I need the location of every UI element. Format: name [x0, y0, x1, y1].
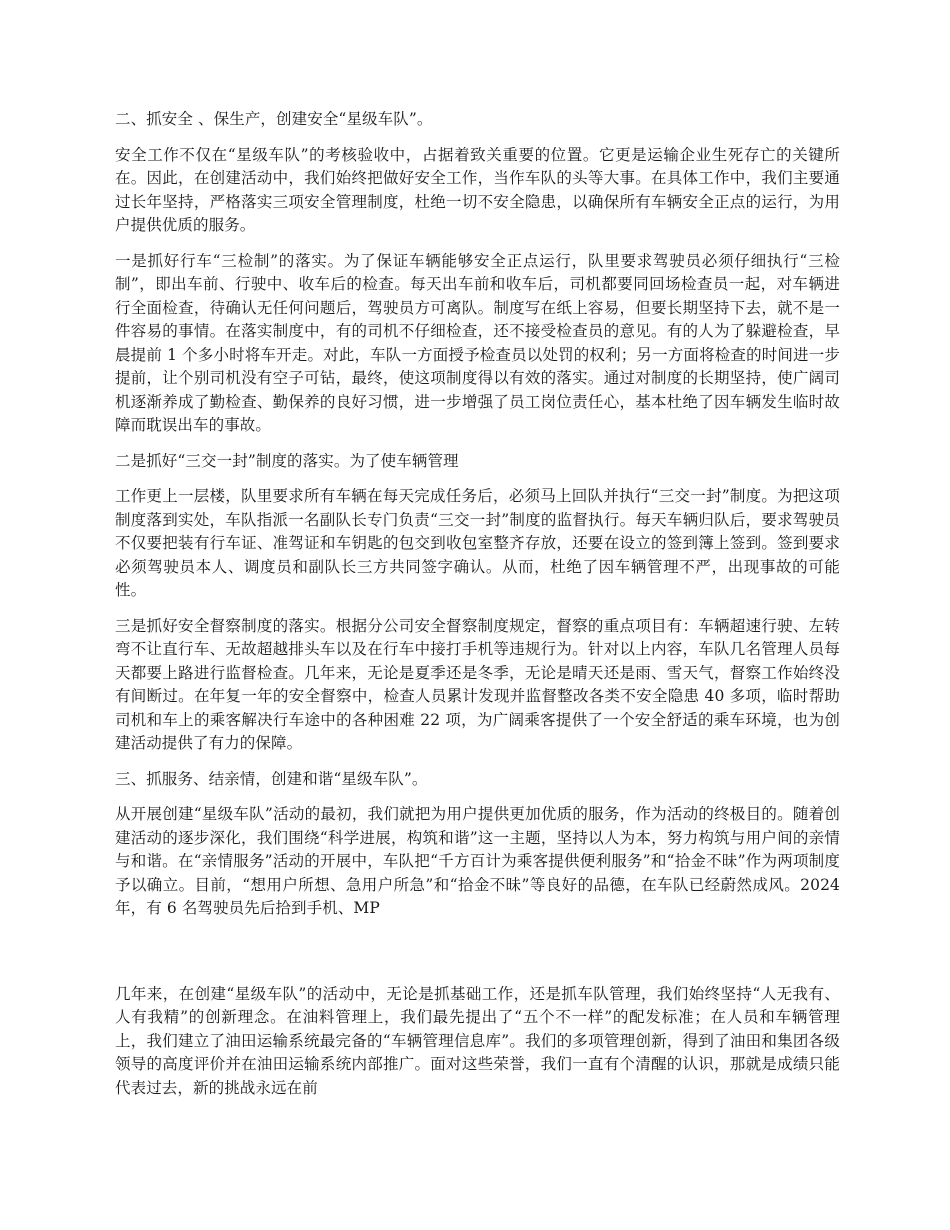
paragraph-three-checks: 一是抓好行车“三检制”的落实。为了保证车辆能够安全正点运行，队里要求驾驶员必须仔细执行“三检制”，即出车前、行驶中、收车后的检查。每天出车前和收车后，司机都要同回场检查员一起，对车辆进行全面检查，待确认无任何问题后，驾驶员方可离队。制度写在纸上容易，但要长期坚持下去，就不是一件容易的事情。在落实制度中，有的司机不仔细检查，还不接受检查员的意见。有的人为了躲避检查，早晨提前 1 个多小时将车开走。对此，车队一方面授予检查员以处罚的权利；另一方面将检查的时间进一步提前，让个别司机没有空子可钻，最终，使这项制度得以有效的落实。通过对制度的长期坚持，使广阔司机逐渐养成了勤检查、勤保养的良好习惯，进一步增强了员工岗位责任心，基本杜绝了因车辆发生临时故障而耽误出车的事故。 [115, 251, 840, 434]
section-heading-safety: 二、抓安全 、保生产，创建安全“星级车队”。 [115, 110, 433, 128]
paragraph-three-handover: 工作更上一层楼，队里要求所有车辆在每天完成任务后，必须马上回队并执行“三交一封”制度。为把这项制度落到实处，车队指派一名副队长专门负责“三交一封”制度的监督执行。每天车辆归队后，要求驾驶员不仅要把装有行车证、准驾证和车钥匙的包交到收包室整齐存放，还要在设立的签到簿上签到。签到要求必须驾驶员本人、调度员和副队长三方共同签字确认。从而，杜绝了因车辆管理不严，出现事故的可能性。 [115, 487, 840, 599]
paragraph-safety-intro: 安全工作不仅在“星级车队”的考核验收中，占据着致关重要的位置。它更是运输企业生死存亡的关键所在。因此，在创建活动中，我们始终把做好安全工作，当作车队的头等大事。在具体工作中，我们主要通过长年坚持，严格落实三项安全管理制度，杜绝一切不安全隐患，以确保所有车辆安全正点的运行，为用户提供优质的服务。 [115, 145, 840, 234]
paragraph-innovation: 几年来，在创建“星级车队”的活动中，无论是抓基础工作，还是抓车队管理，我们始终坚持“人无我有、人有我精”的创新理念。在油料管理上，我们最先提出了“五个不一样”的配发标准；在人员和车辆管理上，我们建立了油田运输系统最完备的“车辆管理信息库”。我们的多项管理创新，得到了油田和集团各级领导的高度评价并在油田运输系统内部推广。面对这些荣誉，我们一直有个清醒的认识，那就是成绩只能代表过去，新的挑战永远在前 [115, 984, 840, 1097]
paragraph-service: 从开展创建“星级车队”活动的最初，我们就把为用户提供更加优质的服务，作为活动的终极目的。随着创建活动的逐步深化，我们围绕“科学进展，构筑和谐”这一主题，坚持以人为本，努力构筑与用户间的亲情与和谐。在“亲情服务”活动的开展中，车队把“千方百计为乘客提供便利服务”和“拾金不昧”作为两项制度予以确立。目前，“想用户所想、急用户所急”和“拾金不昧”等良好的品德，在车队已经蔚然成风。2024 年，有 6 名驾驶员先后拾到手机、MP [115, 805, 840, 917]
document-body [115, 108, 840, 1112]
section-heading-service: 三、抓服务、结亲情，创建和谐“星级车队”。 [115, 769, 428, 788]
paragraph-supervision: 三是抓好安全督察制度的落实。根据分公司安全督察制度规定，督察的重点项目有：车辆超速行驶、左转弯不让直行车、无故超越排头车以及在行车中接打手机等违规行为。针对以上内容，车队几名管理人员每天都要上路进行监督检查。几年来，无论是夏季还是冬季，无论是晴天还是雨、雪天气，督察工作始终没有间断过。在年复一年的安全督察中，检查人员累计发现并监督整改各类不安全隐患 40 多项，临时帮助司机和车上的乘客解决行车途中的各种困难 22 项，为广阔乘客提供了一个安全舒适的乘车环境，也为创建活动提供了有力的保障。 [115, 616, 840, 752]
paragraph-three-handover-title: 二是抓好“三交一封”制度的落实。为了使车辆管理 [115, 451, 459, 470]
